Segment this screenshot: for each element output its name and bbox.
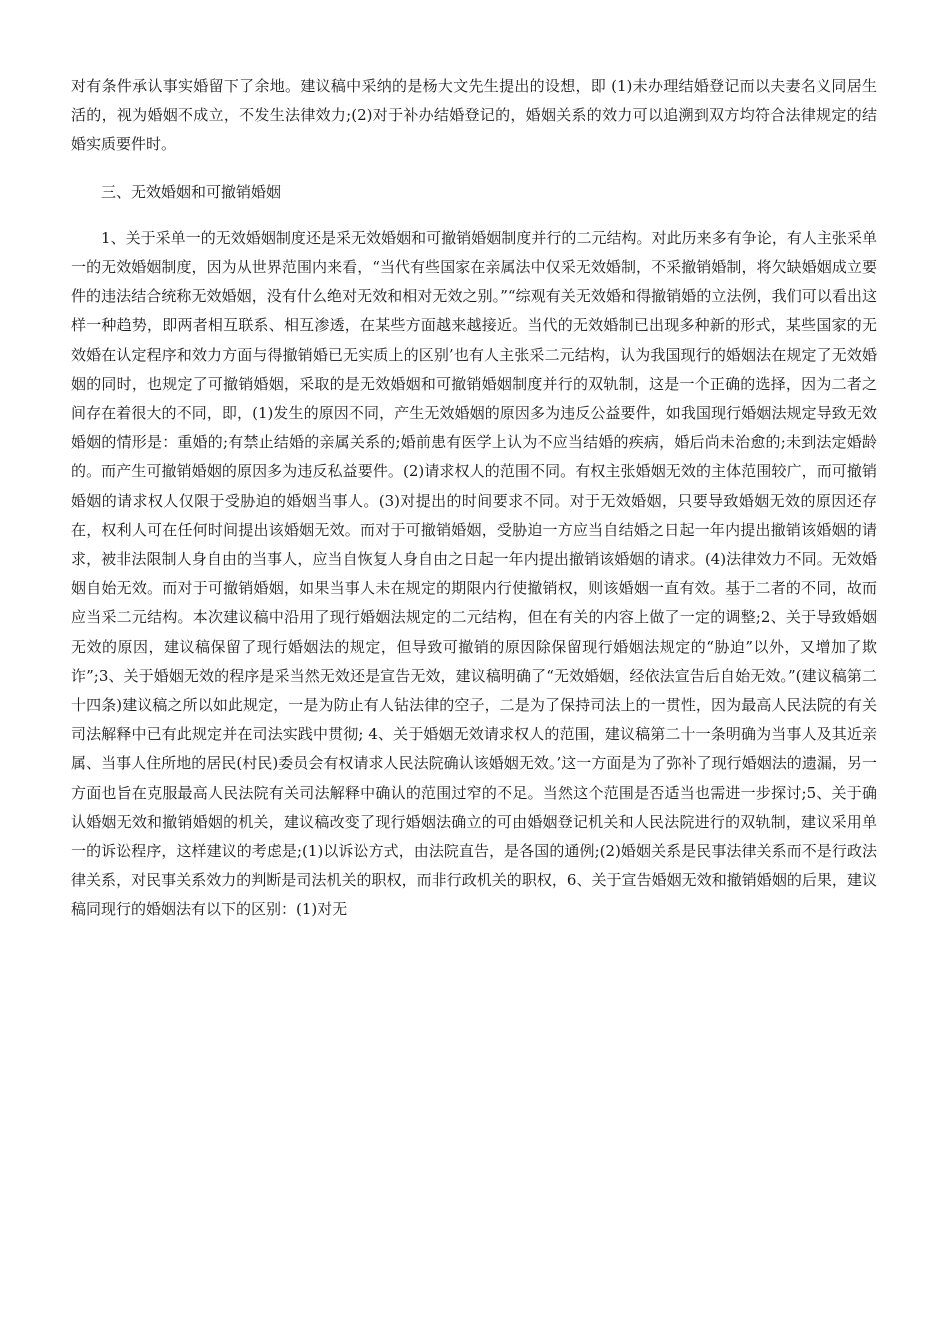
section-heading: 三、无效婚姻和可撤销婚姻 xyxy=(101,182,282,201)
body-paragraph: 1、关于采单一的无效婚姻制度还是采无效婚姻和可撤销婚姻制度并行的二元结构。对此历来多有争论，有人主张采单一的无效婚姻制度，因为从世界范围内来看，“当代有些国家在亲属法中仅采无效婚制，不采撤销婚制，将欠缺婚姻成立要件的违法结合统称无效婚姻，没有什么绝对无效和相对无效之别。”“综观有关无效婚和得撤销婚的立法例，我们可以看出这样一种趋势，即两者相互联系、相互渗透，在某些方面越来越接近。当代的无效婚制已出现多种新的形式，某些国家的无效婚在认定程序和效力方面与得撤销婚已无实质上的区别’也有人主张采二元结构，认为我国现行的婚姻法在规定了无效婚姻的同时，也规定了可撤销婚姻，采取的是无效婚姻和可撤销婚姻制度并行的双轨制，这是一个正确的选择，因为二者之间存在着很大的不同，即，(1)发生的原因不同，产生无效婚姻的原因多为违反公益要件，如我国现行婚姻法规定导致无效婚姻的情形是：重婚的;有禁止结婚的亲属关系的;婚前患有医学上认为不应当结婚的疾病，婚后尚未治愈的;未到法定婚龄的。而产生可撤销婚姻的原因多为违反私益要件。(2)请求权人的范围不同。有权主张婚姻无效的主体范围较广，而可撤销婚姻的请求权人仅限于受胁迫的婚姻当事人。(3)对提出的时间要求不同。对于无效婚姻，只要导致婚姻无效的原因还存在，权利人可在任何时间提出该婚姻无效。而对于可撤销婚姻，受胁迫一方应当自结婚之日起一年内提出撤销该婚姻的请求，被非法限制人身自由的当事人，应当自恢复人身自由之日起一年内提出撤销该婚姻的请求。(4)法律效力不同。无效婚姻自始无效。而对于可撤销婚姻，如果当事人未在规定的期限内行使撤销权，则该婚姻一直有效。基于二者的不同，故而应当采二元结构。本次建议稿中沿用了现行婚姻法规定的二元结构，但在有关的内容上做了一定的调整;2、关于导致婚姻无效的原因，建议稿保留了现行婚姻法的规定，但导致可撤销的原因除保留现行婚姻法规定的“胁迫”以外，又增加了欺诈”;3、关于婚姻无效的程序是采当然无效还是宣告无效，建议稿明确了“无效婚姻，经依法宣告后自始无效。”(建议稿第二十四条)建议稿之所以如此规定，一是为防止有人钻法律的空子，二是为了保持司法上的一贯性，因为最高人民法院的有关司法解释中已有此规定并在司法实践中贯彻; 4、关于婚姻无效请求权人的范围，建议稿第二十一条明确为当事人及其近亲属、当事人住所地的居民(村民)委员会有权请求人民法院确认该婚姻无效。’这一方面是为了弥补了现行婚姻法的遗漏，另一方面也旨在克服最高人民法院有关司法解释中确认的范围过窄的不足。当然这个范围是否适当也需进一步探讨;5、关于确认婚姻无效和撤销婚姻的机关，建议稿改变了现行婚姻法确立的可由婚姻登记机关和人民法院进行的双轨制，建议采用单一的诉讼程序，这样建议的考虑是;(1)以诉讼方式，由法院直告，是各国的通例;(2)婚姻关系是民事法律关系而不是行政法律关系，对民事关系效力的判断是司法机关的职权，而非行政机关的职权，6、关于宣告婚姻无效和撤销婚姻的后果，建议稿同现行的婚姻法有以下的区别：(1)对无 xyxy=(71,228,877,919)
document-page xyxy=(71,72,877,925)
intro-paragraph: 对有条件承认事实婚留下了余地。建议稿中采纳的是杨大文先生提出的设想，即 (1)未办理结婚登记而以夫妻名义同居生活的，视为婚姻不成立，不发生法律效力;(2)对于补办结婚登记的，婚姻关系的效力可以追溯到双方均符合法律规定的结婚实质要件时。 xyxy=(71,77,877,154)
